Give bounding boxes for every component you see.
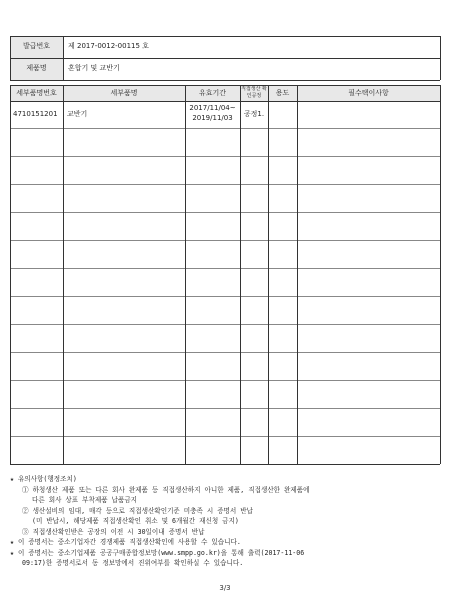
- row-1-process: 공정1.: [243, 110, 265, 118]
- product-value: 혼합기 및 교반기: [68, 64, 120, 72]
- col-header-note: 필수택이사항: [348, 89, 389, 97]
- row-1-name: 교반기: [67, 110, 88, 118]
- col-header-process: 직접생산 확인공정: [241, 86, 267, 99]
- page-number: 3/3: [219, 584, 231, 592]
- note-usage: ★ 이 증명서는 중소기업자간 경쟁제품 직접생산확인에 사용할 수 있습니다.: [10, 538, 241, 546]
- notes-heading: ★ 유의사항(행정조치): [10, 475, 77, 483]
- note-1-cont: 다른 회사 상표 부착제품 납품금지: [32, 496, 138, 504]
- issue-no-label: 발급번호: [22, 42, 51, 50]
- col-header-name: 세부품명: [110, 89, 138, 97]
- row-1-validity-start: 2017/11/04~: [189, 104, 236, 112]
- notes-section: [10, 474, 440, 569]
- note-3: ③ 직접생산확인받은 공장의 이전 시 30일이내 증명서 반납: [22, 527, 205, 536]
- note-2-cont: (미 반납시, 해당제품 직접생산확인 취소 및 6개월간 재신청 금지): [32, 517, 239, 525]
- issue-no-value: 제 2017-0012-00115 호: [68, 42, 149, 50]
- note-verify: ★ 이 증명서는 중소기업제품 공공구매종합정보망(www.smpp.go.kr)을 통해 출력(2017-11-06: [10, 548, 305, 557]
- col-header-validity: 유효기간: [198, 89, 227, 97]
- row-1-code: 4710151201: [13, 110, 58, 118]
- note-verify-cont: 09:17)한 증명서로서 동 정보망에서 진위여부를 확인하실 수 있습니다.: [22, 559, 244, 567]
- note-1: ① 하청생산 제품 또는 다른 회사 완제품 등 직접생산하지 아니한 제품, 직접생산한 완제품에: [22, 485, 310, 494]
- product-label: 제품명: [26, 64, 47, 72]
- col-header-code: 세부품명번호: [16, 89, 57, 97]
- col-header-usage: 용도: [275, 89, 290, 97]
- row-1-validity-end: 2019/11/03: [192, 114, 233, 122]
- note-2: ② 생산설비의 임대, 매각 등으로 직접생산확인기준 미충족 시 증명서 반납: [22, 506, 254, 515]
